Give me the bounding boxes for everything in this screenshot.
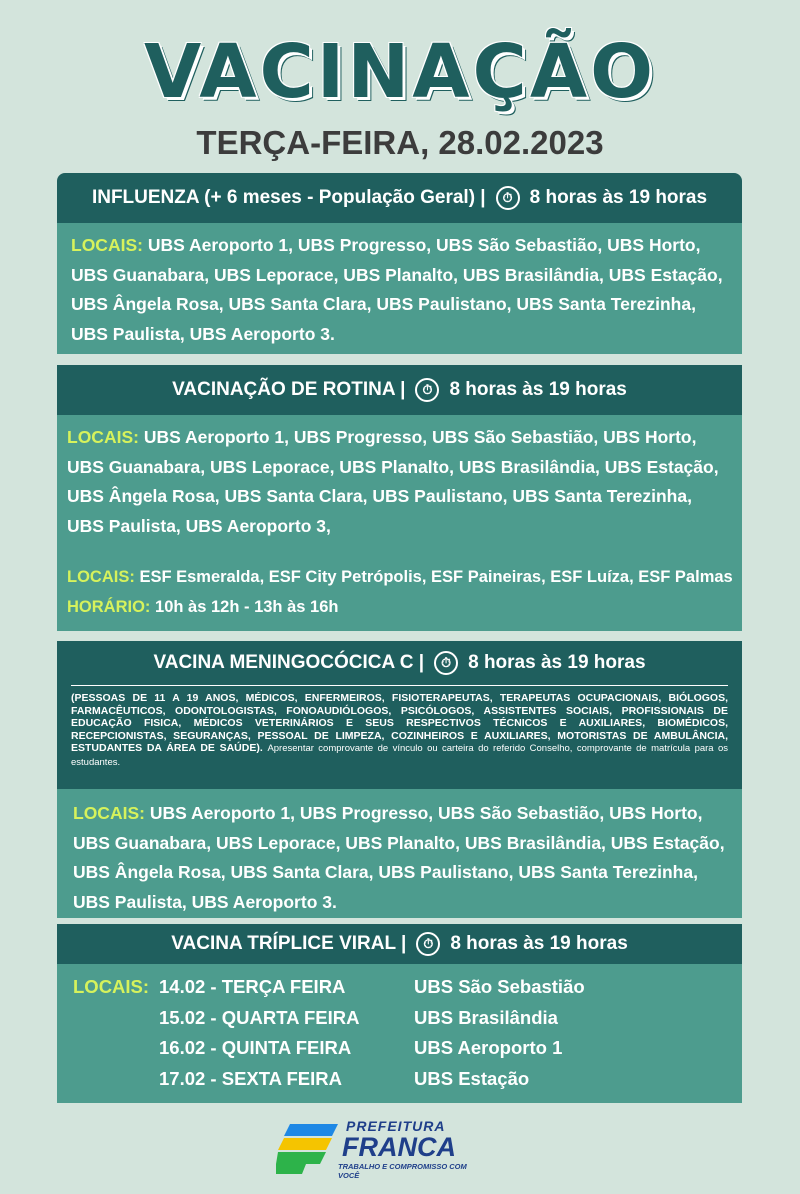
schedule-place: UBS Brasilândia — [414, 1006, 558, 1028]
influenza-body — [57, 223, 742, 354]
page-title: VACINAÇÃO — [143, 29, 657, 115]
influenza-locais-line: UBS Paulista, UBS Aeroporto 3. — [71, 323, 335, 344]
rotina-hours: 8 horas às 19 horas — [449, 379, 627, 400]
rotina-locais-line: UBS Aeroporto 1, UBS Progresso, UBS São Sebastião, UBS Horto, — [143, 427, 697, 447]
meningo-body — [57, 789, 742, 918]
schedule-day: 14.02 - TERÇA FEIRA — [159, 976, 346, 997]
rotina-body — [57, 415, 742, 631]
rotina-locais-label: LOCAIS: — [67, 427, 139, 447]
influenza-title: INFLUENZA (+ 6 meses - População Geral) | — [91, 187, 486, 208]
rotina-esf-label: LOCAIS: — [67, 568, 135, 586]
schedule-place: UBS Estação — [414, 1067, 530, 1089]
logo-line3: TRABALHO E COMPROMISSO COM VOCÊ — [338, 1162, 467, 1180]
meningo-locais-line: UBS Paulista, UBS Aeroporto 3. — [73, 891, 337, 912]
rotina-horario-label: HORÁRIO: — [67, 597, 151, 616]
logo-line2: FRANCA — [342, 1132, 456, 1162]
schedule-row — [73, 1003, 728, 1034]
rotina-locais-line: UBS Paulista, UBS Aeroporto 3, — [67, 515, 331, 536]
prefeitura-logo — [276, 1118, 476, 1178]
rotina-title: VACINAÇÃO DE ROTINA | — [172, 379, 406, 400]
influenza-section — [57, 173, 742, 354]
triplice-title: VACINA TRÍPLICE VIRAL | — [171, 933, 407, 954]
triplice-hours: 8 horas às 19 horas — [450, 933, 628, 954]
triplice-section — [57, 924, 742, 1103]
influenza-locais-line: UBS Ângela Rosa, UBS Santa Clara, UBS Paulistano, UBS Santa Terezinha, — [71, 294, 696, 314]
schedule-place: UBS São Sebastião — [414, 976, 585, 997]
divider — [71, 685, 728, 686]
flag-logo-icon — [276, 1120, 340, 1176]
meningo-locais-line: UBS Guanabara, UBS Leporace, UBS Planalto, UBS Brasilândia, UBS Estação, — [73, 832, 725, 853]
schedule-row — [73, 972, 728, 1003]
rotina-locais-line: UBS Guanabara, UBS Leporace, UBS Planalto, UBS Brasilândia, UBS Estação, — [67, 456, 719, 477]
meningo-hours: 8 horas às 19 horas — [468, 652, 646, 673]
rotina-locais-line: UBS Ângela Rosa, UBS Santa Clara, UBS Paulistano, UBS Santa Terezinha, — [67, 486, 692, 506]
schedule-place: UBS Aeroporto 1 — [414, 1037, 563, 1058]
meningo-notes-text: (PESSOAS DE 11 A 19 ANOS, MÉDICOS, ENFERMEIROS, FISIOTERAPEUTAS, TERAPEUTAS OCUPACIONAIS, BIÓLOGOS, FARMACÊUTICOS, ODONTOLOGISTAS, FONOAUDIÓLOGOS, PSICÓLOGOS, ASSISTENTES SOCIAIS, PROFISSIONAIS DE EDUCAÇÃO FISICA, MÉDICOS VETERINÁRIOS E SEUS RESPECTIVOS TÉCNICOS E AUXILIARES, BIOMÉDICOS, RECEPCIONISTAS, SEGURANÇAS, PESSOAL DE LIMPEZA, COZINHEIROS E AUXILIARES, MOTORISTAS DE AMBULÂNCIA, ESTUDANTES DA ÁREA DE SAÚDE). — [71, 692, 728, 755]
schedule-day: 15.02 - QUARTA FEIRA — [159, 1006, 360, 1028]
influenza-locais-label: LOCAIS: — [71, 235, 143, 255]
schedule-row — [73, 1064, 728, 1095]
schedule-row — [73, 1033, 728, 1064]
meningo-header — [57, 641, 742, 685]
meningo-notes — [57, 685, 742, 789]
schedule-day: 17.02 - SEXTA FEIRA — [159, 1067, 342, 1089]
meningo-section — [57, 641, 742, 918]
meningo-locais-line: UBS Aeroporto 1, UBS Progresso, UBS São Sebastião, UBS Horto, — [149, 803, 703, 823]
influenza-locais-line: UBS Aeroporto 1, UBS Progresso, UBS São Sebastião, UBS Horto, — [147, 235, 701, 255]
meningo-locais-label: LOCAIS: — [73, 803, 145, 823]
rotina-section — [57, 365, 742, 631]
influenza-hours: 8 horas às 19 horas — [529, 187, 708, 208]
meningo-locais-line: UBS Ângela Rosa, UBS Santa Clara, UBS Paulistano, UBS Santa Terezinha, — [73, 862, 698, 882]
clock-icon: ⏱ — [434, 651, 458, 675]
meningo-notes-small: Apresentar comprovante de vínculo ou carteira do referido Conselho, comprovante de matrícula para os estudantes. — [71, 743, 729, 768]
schedule-day: 16.02 - QUINTA FEIRA — [159, 1037, 352, 1058]
triplice-header — [57, 924, 742, 964]
clock-icon: ⏱ — [415, 378, 439, 402]
influenza-locais-line: UBS Guanabara, UBS Leporace, UBS Planalto, UBS Brasilândia, UBS Estação, — [71, 264, 723, 285]
logo-line1: PREFEITURA — [346, 1118, 446, 1134]
influenza-header — [57, 173, 742, 223]
rotina-esf-text: ESF Esmeralda, ESF City Petrópolis, ESF Paineiras, ESF Luíza, ESF Palmas — [139, 568, 733, 586]
page-date: TERÇA-FEIRA, 28.02.2023 — [196, 124, 604, 161]
clock-icon: ⏱ — [496, 186, 520, 210]
triplice-body — [57, 964, 742, 1103]
triplice-locais-label: LOCAIS: — [73, 976, 150, 997]
rotina-header — [57, 365, 742, 415]
meningo-title: VACINA MENINGOCÓCICA C | — [153, 652, 425, 673]
rotina-horario-text: 10h às 12h - 13h às 16h — [155, 597, 339, 616]
clock-icon: ⏱ — [416, 932, 440, 956]
